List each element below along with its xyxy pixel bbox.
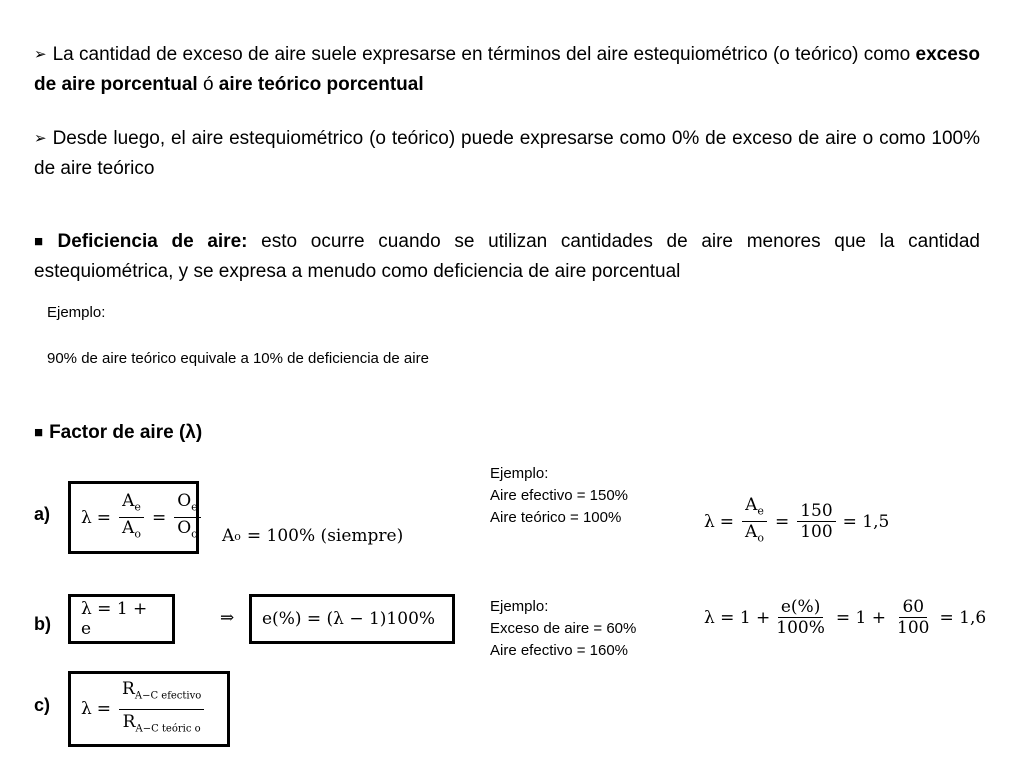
formula-a-box bbox=[68, 481, 199, 554]
example2-line2: Aire teórico = 100% bbox=[490, 509, 622, 526]
sub-e: e bbox=[134, 500, 141, 513]
var-r: R bbox=[122, 711, 136, 732]
ao-always-note bbox=[222, 526, 403, 546]
denominator: 100 bbox=[800, 522, 833, 543]
formula-b-text: λ = 1 + e bbox=[81, 599, 148, 639]
denominator: 100% bbox=[776, 618, 825, 638]
label-a: a) bbox=[34, 504, 51, 524]
var-a: A bbox=[222, 526, 235, 546]
bold-term: Factor de aire (λ) bbox=[49, 422, 203, 443]
numerator: e(%) bbox=[778, 597, 823, 618]
denominator: 100 bbox=[897, 618, 930, 638]
label-b: b) bbox=[34, 614, 51, 634]
example2-block bbox=[490, 463, 628, 529]
formula-b2-box bbox=[249, 594, 455, 644]
lambda-symbol: λ bbox=[81, 507, 92, 528]
sub-ac-efectivo: A−C efectivo bbox=[134, 690, 202, 702]
example-text: 90% de aire teórico equivale a 10% de deficiencia de aire bbox=[47, 350, 429, 367]
var-a: A bbox=[122, 518, 135, 538]
equals-sign: = bbox=[719, 511, 735, 532]
var-a: A bbox=[745, 522, 758, 543]
bullet-text: ó bbox=[197, 74, 219, 95]
bold-term: aire teórico porcentual bbox=[218, 74, 424, 95]
fraction-e-100 bbox=[773, 597, 828, 638]
square-bullet-icon: ■ bbox=[34, 424, 44, 441]
sub-o: o bbox=[134, 527, 141, 541]
fraction-ae-ao bbox=[742, 495, 767, 549]
bullet-text: esto ocurre cuando se utilizan cantidades de aire menores que la cantidad estequiométrica, y se expresa a menudo como deficiencia de aire porcentual bbox=[34, 231, 980, 282]
sub-o: o bbox=[191, 527, 198, 541]
bullet-excess-air bbox=[34, 40, 980, 99]
equals-sign: = bbox=[774, 511, 790, 532]
formula-b2-text: e(%) = (λ − 1)100% bbox=[262, 609, 436, 629]
ao-note-text: = 100% (siempre) bbox=[246, 526, 404, 546]
example3-mid: = 1 + bbox=[835, 607, 887, 628]
example3-result: = 1,6 bbox=[939, 607, 987, 628]
formula-c-box bbox=[68, 671, 230, 747]
sub-e: e bbox=[757, 504, 764, 518]
sub-e: e bbox=[191, 500, 198, 513]
fraction-rac bbox=[119, 677, 204, 741]
fraction-150-100 bbox=[797, 501, 835, 542]
equals-sign: = bbox=[96, 699, 112, 719]
example2-equation bbox=[704, 495, 889, 549]
example3-title: Ejemplo: bbox=[490, 598, 549, 615]
lambda-symbol: λ bbox=[81, 699, 92, 719]
sub-o: o bbox=[757, 531, 764, 545]
example2-title: Ejemplo: bbox=[490, 465, 549, 482]
var-a: A bbox=[745, 495, 758, 515]
bullet-air-deficiency bbox=[34, 227, 980, 286]
var-r: R bbox=[122, 679, 135, 700]
sub-o: o bbox=[234, 529, 241, 543]
label-c: c) bbox=[34, 695, 51, 715]
example3-line1: Exceso de aire = 60% bbox=[490, 620, 637, 637]
example3-block bbox=[490, 596, 636, 662]
arrow-bullet-icon: ➢ bbox=[34, 130, 47, 147]
formula-b-box bbox=[68, 594, 175, 644]
example2-result: = 1,5 bbox=[842, 511, 890, 532]
fraction-oe-oo bbox=[174, 491, 201, 545]
fraction-ae-ao bbox=[119, 491, 144, 545]
bullet-stoichiometric bbox=[34, 124, 980, 183]
example3-line2: Aire efectivo = 160% bbox=[490, 642, 628, 659]
numerator: 150 bbox=[797, 501, 835, 522]
example-title: Ejemplo: bbox=[47, 304, 106, 321]
bold-term: Deficiencia de aire: bbox=[57, 231, 248, 252]
sub-ac-teorico: A−C teóric o bbox=[135, 722, 201, 734]
example2-line1: Aire efectivo = 150% bbox=[490, 487, 628, 504]
bullet-air-factor bbox=[34, 418, 980, 448]
equals-sign: = bbox=[96, 507, 112, 528]
fraction-60-100 bbox=[894, 597, 932, 638]
example3-equation bbox=[704, 597, 986, 638]
bullet-text: La cantidad de exceso de aire suele expresarse en términos del aire estequiométrico (o teórico) como bbox=[52, 44, 916, 65]
numerator: 60 bbox=[899, 597, 927, 618]
var-a: A bbox=[122, 490, 135, 511]
var-o: O bbox=[177, 490, 192, 511]
lambda-symbol: λ bbox=[704, 511, 715, 532]
bold-term: exceso de aire porcentual bbox=[34, 44, 980, 95]
equals-sign: = bbox=[151, 507, 167, 528]
bullet-text: Desde luego, el aire estequiométrico (o teórico) puede expresarse como 0% de exceso de aire o como 100% de aire teórico bbox=[34, 128, 980, 179]
var-o: O bbox=[177, 518, 192, 538]
arrow-bullet-icon: ➢ bbox=[34, 46, 47, 63]
square-bullet-icon: ■ bbox=[34, 233, 52, 250]
implies-symbol: ⇒ bbox=[220, 608, 235, 628]
example3-lead: λ = 1 + bbox=[704, 607, 771, 628]
